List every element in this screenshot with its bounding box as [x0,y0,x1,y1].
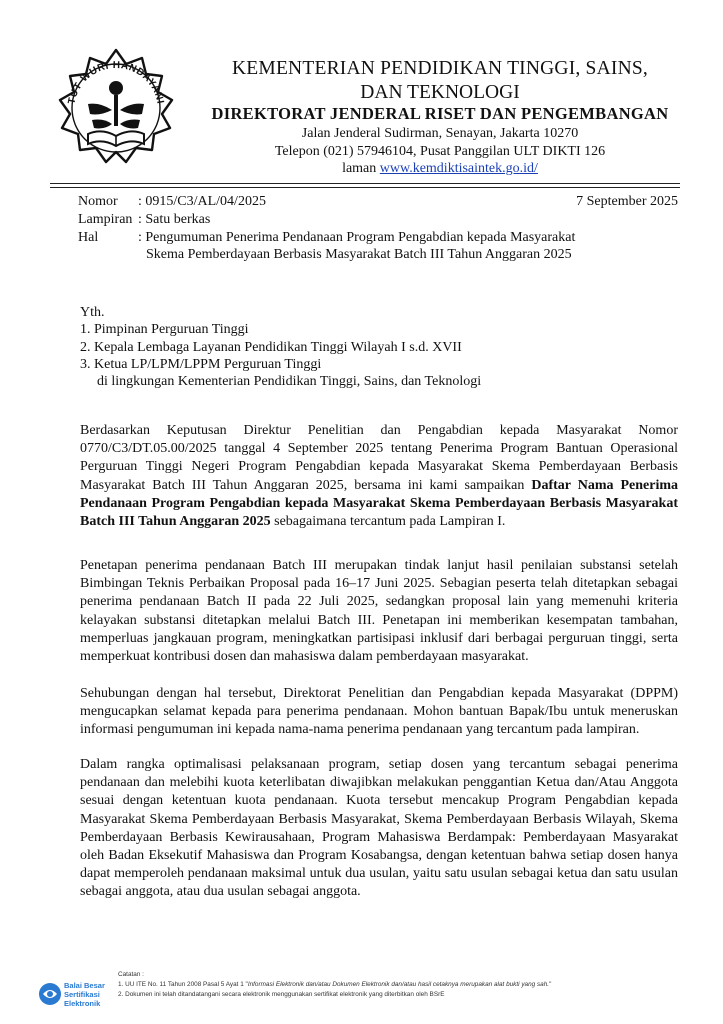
header-divider [50,187,680,188]
paragraph-1-text: Berdasarkan Keputusan Direktur Penelitian dan Pengabdian kepada Masyarakat Nomor 0770/C3/DT.05.00/2025 tanggal 4 September 2025 tentang Penerima Program Bantuan Operasional Perguruan Tinggi Negeri Program Pengabdian kepada Masyarakat Skema Pemberdayaan Berbasis Masyarakat Batch III Tahun Anggaran 2025, bersama ini kami sampaikan [80,423,678,493]
paragraph-1-bold: Daftar Nama Penerima Pendanaan Program Pengabdian kepada Masyarakat Skema Pemberdayaan Berbasis Masyarakat Batch III Tahun Anggaran 2025 [80,477,678,530]
paragraph-4: Dalam rangka optimalisasi pelaksanaan program, setiap dosen yang tercantum sebagai penerima pendanaan dan melebihi kuota keterlibatan diwajibkan melakukan penggantian Ketua dan/Atau Anggota sesuai dengan ketentuan kuota pendanaan. Kuota tersebut mencakup Program Pengabdian kepada Masyarakat Skema Pemberdayaan Berbasis Masyarakat, Skema Pemberdayaan Berbasis Wilayah, Skema Pemberdayaan Berbasis Kewirausahaan, Program Mahasiswa Berdampak: Pemberdayaan Masyarakat oleh Badan Eksekutif Mahasiswa dan Program Kosabangsa, dengan ketentuan bahwa setiap dosen hanya dapat memperoleh pendanaan maksimal untuk dua usulan, yaitu satu usulan sebagai ketua dan satu usulan sebagai anggota, atau dua usulan sebagai anggota. [80,757,678,900]
nomor-row [78,194,266,210]
address: Jalan Jenderal Sudirman, Senayan, Jakarta 10270 [301,126,579,141]
note-1 [118,980,551,990]
recipient-item: 3. Ketua LP/LPM/LPPM Perguruan Tinggi [80,357,322,372]
recipient-item: 1. Pimpinan Perguruan Tinggi [80,322,249,337]
directorate-name: DIREKTORAT JENDERAL RISET DAN PENGEMBANGAN [211,104,669,123]
note-1-text: 1. UU ITE No. 11 Tahun 2008 Pasal 5 Ayat 1 " [118,981,248,988]
hal-row [78,230,575,246]
website-link[interactable]: www.kemdiktisaintek.go.id/ [379,161,538,176]
brand-line: Elektronik [64,999,101,1008]
svg-text:TUT WURI HANDAYANI: TUT WURI HANDAYANI [66,59,166,106]
paragraph-1 [80,422,678,531]
ministry-name-line1: KEMENTERIAN PENDIDIKAN TINGGI, SAINS, [232,58,648,79]
recipient-item: 2. Kepala Lembaga Layanan Pendidikan Tinggi Wilayah I s.d. XVII [80,340,462,355]
nomor-value: : 0915/C3/AL/04/2025 [138,194,266,209]
bsre-brand [64,981,105,1008]
note-1-end: " [549,981,552,988]
website-label: laman [342,161,380,176]
nomor-label: Nomor [78,194,118,209]
website-line [180,161,700,177]
paragraph-3: Sehubungan dengan hal tersebut, Direktorat Penelitian dan Pengabdian kepada Masyarakat (DPPM) mengucapkan selamat kepada para penerima pendanaan. Mohon bantuan Bapak/Ibu untuk meneruskan informasi pengumuman ini kepada nama-nama penerima pendanaan yang tercantum pada lampiran. [80,686,678,738]
note-1-quote: Informasi Elektronik dan/atau Dokumen Elektronik dan/atau hasil cetaknya merupakan alat bukti yang sah. [247,981,550,988]
lampiran-value: : Satu berkas [138,212,211,227]
brand-line: Balai Besar [64,981,105,990]
hal-label: Hal [78,230,99,245]
tut-wuri-handayani-logo [52,44,180,172]
paragraph-2: Penetapan penerima pendanaan Batch III merupakan tindak lanjut hasil penilaian substansi setelah Bimbingan Teknis Perbaikan Proposal pada 16–17 Juni 2025. Sebagian peserta telah ditetapkan sebagai penerima pendanaan Batch II pada 22 Juli 2025, sedangkan proposal lain yang memenuhi kriteria kelayakan substansi ditetapkan melalui Batch III. Penetapan ini memberikan kesempatan tambahan, memperluas jangkauan program, meningkatkan partisipasi inklusif dari berbagai perguruan tinggi, serta memperkuat kontribusi dosen dan mahasiswa dalam pemberdayaan masyarakat. [80,558,678,665]
notes-title: Catatan : [118,971,144,978]
hal-value: : Pengumuman Penerima Pendanaan Program Pengabdian kepada Masyarakat [138,230,576,245]
ministry-name-line2: DAN TEKNOLOGI [360,82,520,103]
note-2: 2. Dokumen ini telah ditandatangani secara elektronik menggunakan sertifikat elektronik yang diterbitkan oleh BSrE [118,991,445,998]
header-divider-thin [50,183,680,184]
salutation: Yth. [80,305,105,320]
paragraph-1-tail: sebagaimana tercantum pada Lampiran I. [270,514,506,530]
recipient-scope: di lingkungan Kementerian Pendidikan Tinggi, Sains, dan Teknologi [97,374,482,389]
footer-notes [118,970,551,1000]
letter-date: 7 September 2025 [576,194,678,209]
phone: Telepon (021) 57946104, Pusat Panggilan ULT DIKTI 126 [274,144,606,159]
lampiran-label: Lampiran [78,212,133,227]
lampiran-row [78,212,210,228]
brand-line: Sertifikasi [64,990,100,999]
hal-value-cont: Skema Pemberdayaan Berbasis Masyarakat Batch III Tahun Anggaran 2025 [146,247,572,262]
